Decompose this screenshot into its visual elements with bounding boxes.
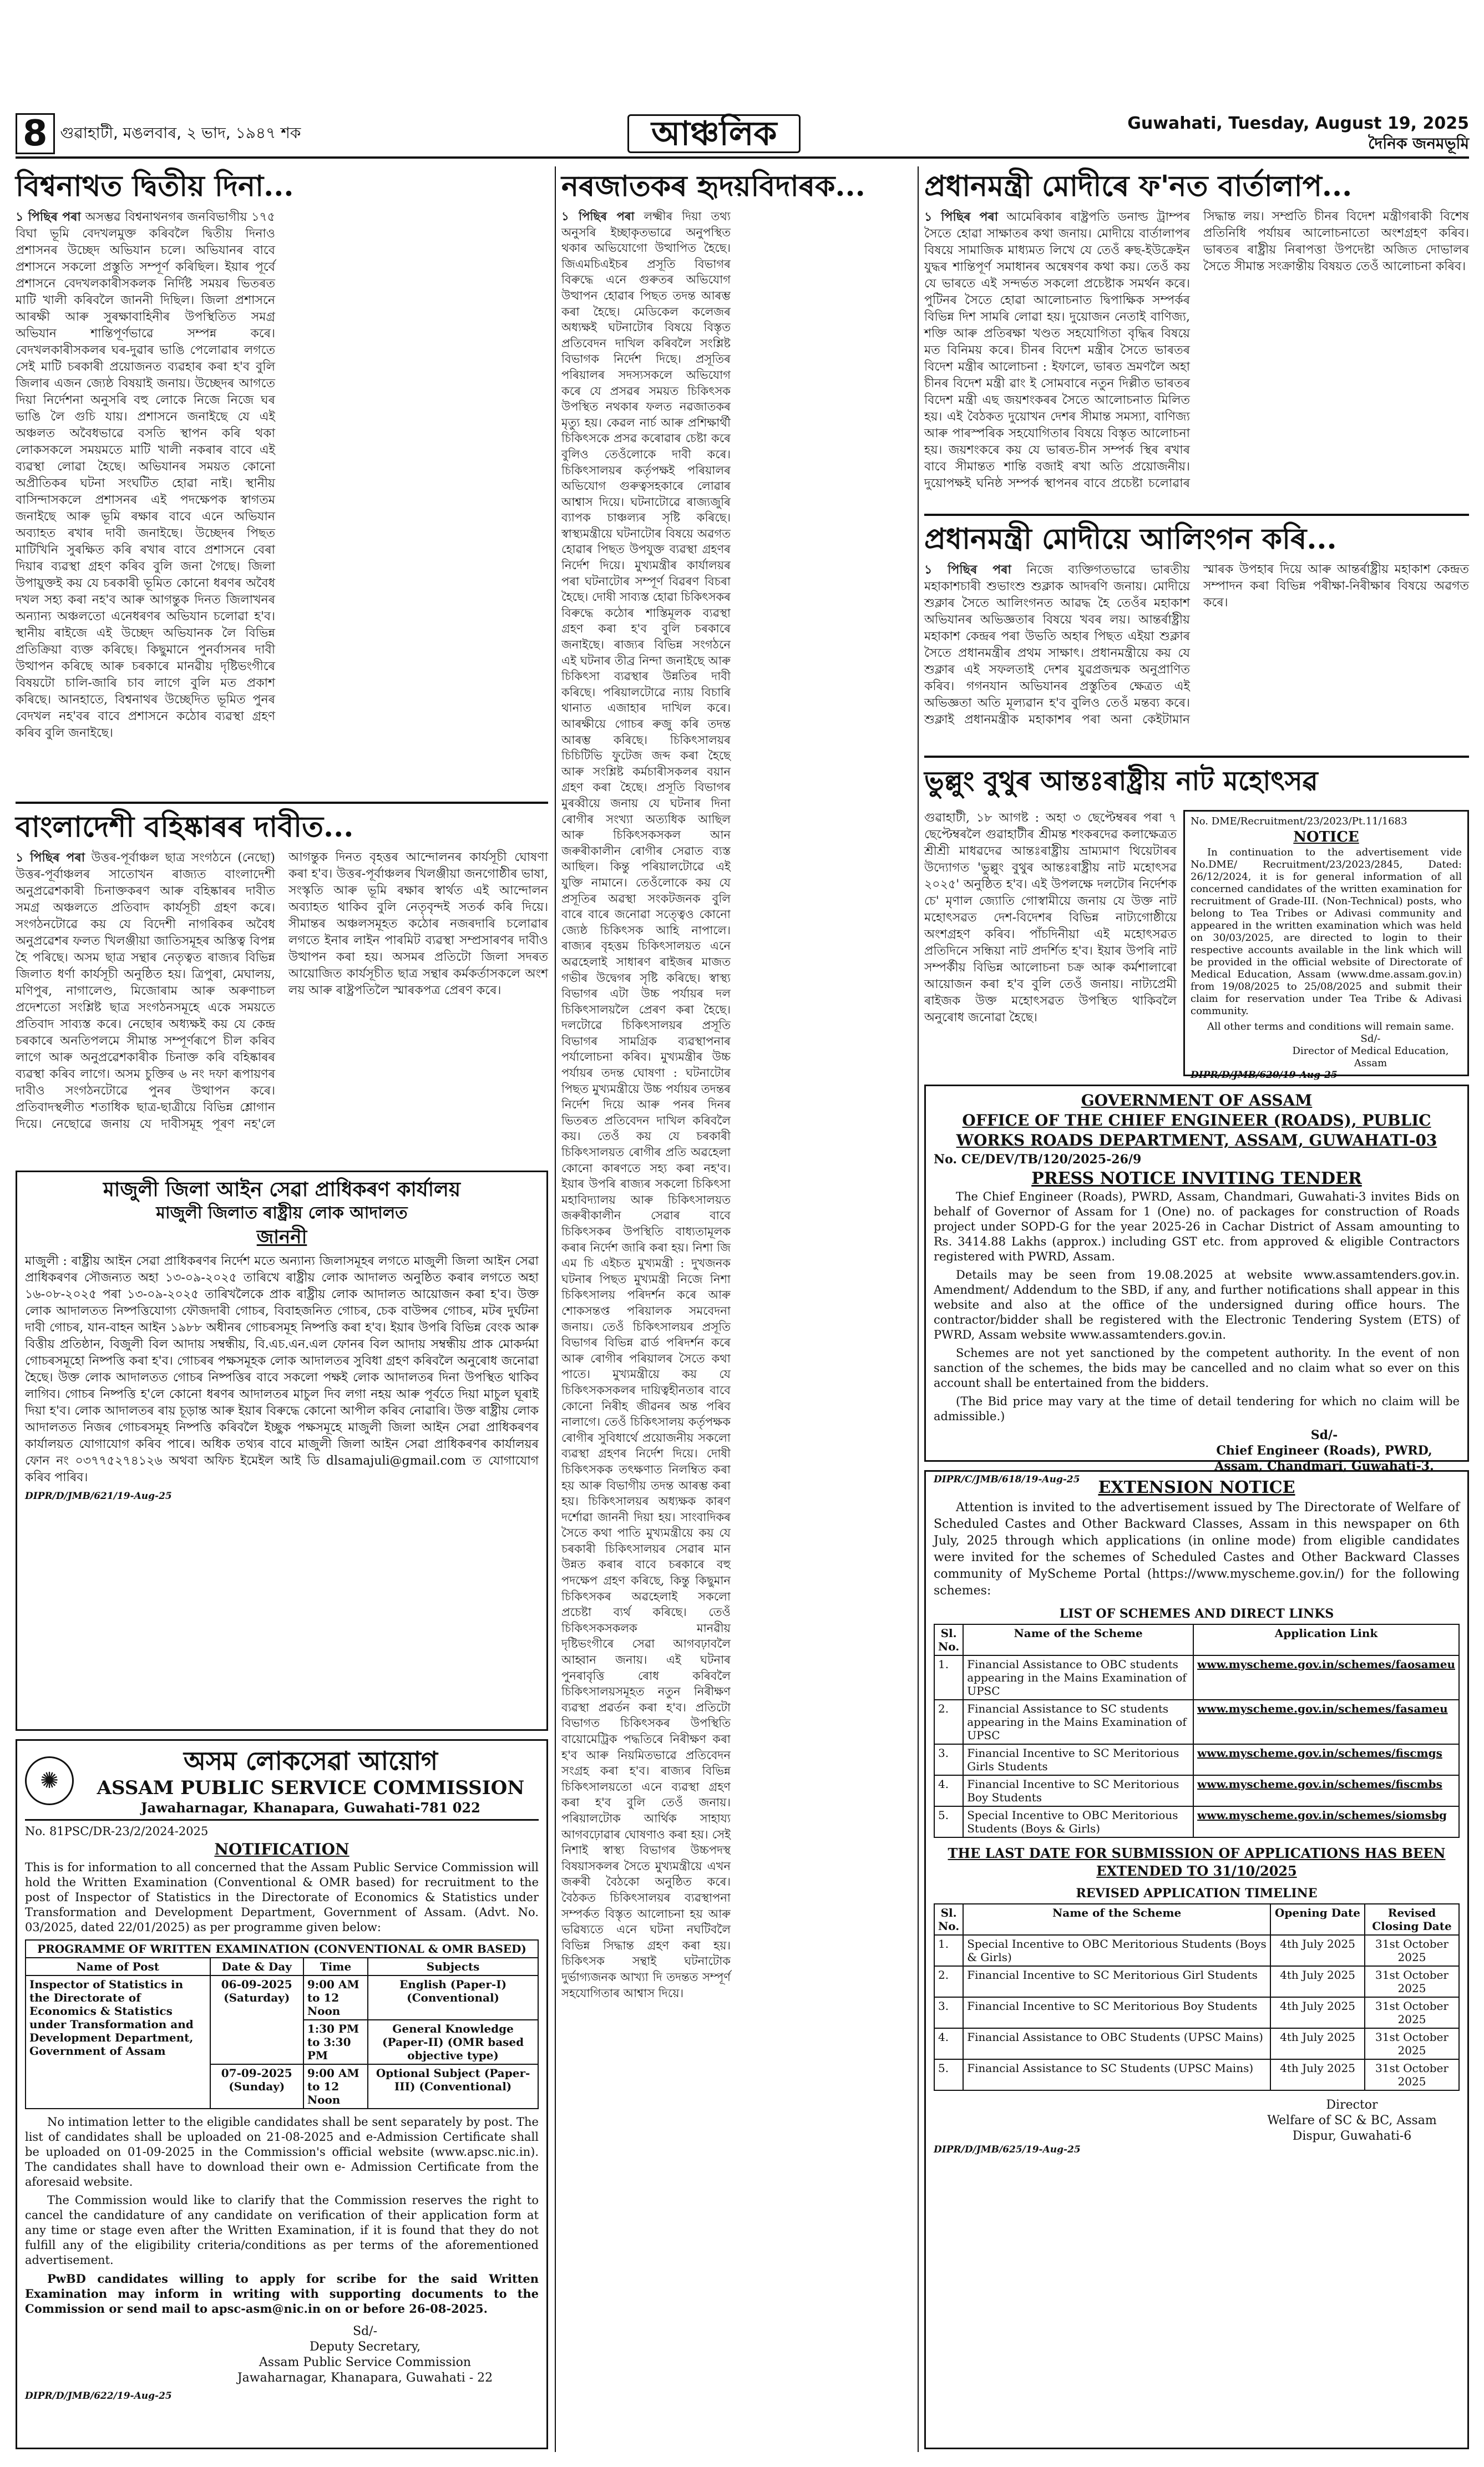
ext-timeline-title: REVISED APPLICATION TIMELINE: [1076, 1886, 1318, 1901]
article-headline: বিশ্বনাথত দ্বিতীয় দিনা...: [16, 169, 294, 203]
article-drama: [924, 810, 1177, 1076]
article-headline: প্ৰধানমন্ত্ৰী মোদীৰে ফ'নত বাৰ্তালাপ...: [924, 169, 1353, 203]
article-lead: ১ পিছিৰ পৰা: [561, 209, 635, 223]
tender-signature: [1189, 1427, 1460, 1474]
pwrd-tender: [924, 1085, 1469, 1485]
scheme-name: Financial Assistance to OBC students appearing in the Mains Examination of UPSC: [963, 1655, 1193, 1700]
section-title: আঞ্চলিক: [627, 114, 801, 153]
table-row: [934, 1935, 1459, 1966]
article-body: [561, 209, 911, 2433]
apsc-intro: This is for information to all concerned that the Assam Public Service Commission will hold the Written Examination (Conventional & OMR based) for recruitment to the post of Inspector of Statistics in the Directorate of Economics & Statistics under Transformation and Development Department, Government of Assam. (Advt. No. 03/2025, dated 22/01/2025) as per programme given below:: [25, 1861, 539, 1934]
dipr-code: DIPR/D/JMB/625/19-Aug-25: [934, 2144, 1081, 2155]
notice-text: মাজুলী : ৰাষ্ট্ৰীয় আইন সেৱা প্ৰাধিকৰণৰ নিৰ্দেশ মতে অন্যান্য জিলাসমূহৰ লগতে মাজুলী জিলা আইন সেৱা প্ৰাধিকৰণৰ সৌজন্যত অহা ১৩-০৯-২০২৫ তাৰিখে ৰাষ্ট্ৰীয় লোক আদালত অনুষ্ঠিত কৰাৰ লগতে অহা ১৬-০৮-২০২৫ পৰা ১৩-০৯-২০২৫ তাৰিখলৈকে প্ৰাক ৰাষ্ট্ৰীয় লোক আদালত আয়োজন কৰা হ'ব। উক্ত লোক আদালতত নিষ্পত্তিযোগ্য ফৌজদাৰী গোচৰ, বিবাহজনিত গোচৰ, চেক বাউন্সৰ গোচৰ, মটৰ দুৰ্ঘটনা দাবী গোচৰ, যান-বাহন আইন ১৯৮৮ অধীনৰ গোচৰসমূহ নিষ্পত্তি কৰা হ'ব। ইয়াৰ উপৰি বিভিন্ন বেংক আৰু বিত্তীয় প্ৰতিষ্ঠান, বিজুলী বিল আদায় সম্বন্ধীয়, বি.এচ.এন.এল ফোনৰ বিল আদায় সম্বন্ধীয় প্ৰাক মোকৰ্দমা গোচৰসমূহো নিষ্পত্তি কৰা হ'ব। গোচৰৰ পক্ষসমূহক লোক আদালতৰ সুবিধা গ্ৰহণ কৰিবলৈ অনুৰোধ জনোৱা হৈছে। উক্ত লোক আদালতত গোচৰ নিষ্পত্তিৰ বাবে সকলো পক্ষই লোক আদালতৰ দিনা উপস্থিত থাকিব লাগিব। গোচৰ নিষ্পত্তি হ'লে কোনো ধৰণৰ আদালতৰ মাচুল দিব লগা নহয় আৰু পূৰ্বতে দিয়া মাচুল ঘূৰাই দিয়া হ'ব। লোক আদালতৰ ৰায় চূড়ান্ত আৰু ইয়াৰ বিৰুদ্ধে কোনো আপীল কৰিব নোৱাৰি। উক্ত ৰাষ্ট্ৰীয় লোক আদালতত নিজৰ গোচৰসমূহ নিষ্পত্তি কৰিবলৈ ইচ্ছুক পক্ষসমূহে মাজুলী জিলা আইন সেৱা প্ৰাধিকৰণৰ কাৰ্যালয়ত যোগাযোগ কৰিব পাৰে। অধিক তথ্যৰ বাবে মাজুলী জিলা আইন সেৱা প্ৰাধিকৰণৰ কাৰ্যালয়ৰ ফোন নং ০৩৭৭৫২৭৪১২৬ অথবা অফিচ ইমেইল আই ডি dlsamajuli@gmail.com ত যোগাযোগ কৰিব পাৰিব।: [25, 1254, 539, 1485]
exam-subject: General Knowledge (Paper-II) (OMR based objective type): [368, 2020, 538, 2064]
tender-para: The Chief Engineer (Roads), PWRD, Assam, Chandmari, Guwahati-3 invites Bids on behalf of Governor of Assam for 1 (One) no. of packages for construction of Roads project under SOPD-G for the year 2025-26 in Cachar District of Assam amounting to Rs. 3414.88 Lakhs (approx.) including GST etc. from approved & eligible Contractors registered with PWRD, Assam.: [934, 1190, 1460, 1263]
table-row: [934, 2028, 1459, 2059]
sig-line: Director of Medical Education,: [1292, 1045, 1449, 1057]
sig-line: Sd/-: [1360, 1033, 1381, 1045]
article-modi-hug: [924, 519, 1469, 752]
divider: [924, 514, 1469, 516]
apsc-para: PwBD candidates willing to apply for scribe for the said Written Examination may inform in writing with supporting documents to the Commission or send mail to apsc-asm@nic.in on or before 26-08-2025.: [25, 2272, 539, 2316]
notice-text: All other terms and conditions will remain same.: [1207, 1021, 1455, 1032]
closing-date: 31st October 2025: [1365, 2059, 1459, 2090]
scheme-name: Financial Incentive to SC Meritorious Boy Students: [963, 1997, 1270, 2028]
assam-emblem-icon: ✺: [25, 1756, 74, 1805]
article-text: অসম্ভৱ বিশ্বনাথনগৰ জনবিভাগীয় ১৭৫ বিঘা ভূমি বেদখলমুক্ত কৰিবলৈ দ্বিতীয় দিনাও প্ৰশাসনৰ উচ্ছেদ অভিযান চলে। অভিযানৰ বাবে প্ৰশাসনে সকলো প্ৰস্তুতি সম্পূৰ্ণ কৰিছিল। ইয়াৰ পূৰ্বে প্ৰশাসনে বেদখলকাৰীসকলক নিৰ্দিষ্ট সময়ৰ ভিতৰত মাটি খালী কৰিবলৈ জাননী দিছিল। জিলা প্ৰশাসনে আৰক্ষী আৰু সুৰক্ষাবাহিনীৰ উপস্থিতিত সমগ্ৰ অভিযান শান্তিপূৰ্ণভাৱে সম্পন্ন কৰে। বেদখলকাৰীসকলৰ ঘৰ-দুৱাৰ ভাঙি পেলোৱাৰ লগতে সেই মাটি চৰকাৰী প্ৰয়োজনত ব্যৱহাৰ কৰা হ'ব বুলি জিলাৰ এজন জ্যেষ্ঠ বিষয়াই জনায়। উচ্ছেদৰ আগতে দিয়া নিৰ্দেশনা অনুসৰি বহু লোকে নিজে নিজে ঘৰ ভাঙি লৈ গুচি যায়। প্ৰশাসনে জনাইছে যে এই অঞ্চলত অবৈধভাৱে বসতি স্থাপন কৰি থকা লোকসকলে সময়মতে মাটি খালী নকৰাৰ বাবে এই ব্যৱস্থা লোৱা হৈছে। অভিযানৰ সময়ত কোনো অপ্ৰীতিকৰ ঘটনা সংঘটিত হোৱা নাই। স্থানীয় বাসিন্দাসকলে প্ৰশাসনৰ এই পদক্ষেপক স্বাগতম জনাইছে আৰু ভূমি ৰক্ষাৰ বাবে এনে অভিযান অব্যাহত ৰখাৰ দাবী জনাইছে। উচ্ছেদৰ পিছত মাটিখিনি সুৰক্ষিত কৰি ৰখাৰ বাবে প্ৰশাসনে বেৰা দিয়াৰ ব্যৱস্থা গ্ৰহণ কৰিব বুলি জনা গৈছে। জিলা উপায়ুক্তই কয় যে চৰকাৰী ভূমিত কোনো ধৰণৰ অবৈধ দখল সহ্য কৰা নহ'ব আৰু আগন্তুক দিনত জিলাখনৰ অন্যান্য অঞ্চলতো এনেধৰণৰ অভিযান চলোৱা হ'ব। স্থানীয় ৰাইজে এই উচ্ছেদ অভিযানক লৈ বিভিন্ন প্ৰতিক্ৰিয়া ব্যক্ত কৰিছে। কিছুমানে পুনৰ্বাসনৰ দাবী উত্থাপন কৰিছে আৰু চৰকাৰে মানৱীয় দৃষ্টিভংগীৰে বিষয়টো চালি-জাৰি চাব লাগে বুলি মত প্ৰকাশ কৰিছে। আনহাতে, বিশ্বনাথৰ উচ্ছেদিত ভূমিত পুনৰ বেদখল নহ'বৰ বাবে প্ৰশাসনে কঠোৰ ব্যৱস্থা গ্ৰহণ কৰিব বুলি জনাইছে।: [16, 210, 276, 740]
opening-date: 4th July 2025: [1270, 1997, 1365, 2028]
sl-cell: 1.: [934, 1935, 963, 1966]
sig-line: Deputy Secretary,: [309, 2340, 421, 2354]
table-row: [934, 1997, 1459, 2028]
exam-date: 06-09-2025 (Saturday): [210, 1975, 303, 2064]
masthead-left: [16, 113, 301, 154]
majuli-legal-notice: [16, 1171, 548, 1731]
sl-cell: 4.: [934, 1775, 963, 1806]
table-header: Application Link: [1193, 1624, 1459, 1655]
closing-date: 31st October 2025: [1365, 1966, 1459, 1997]
article-headline: প্ৰধানমন্ত্ৰী মোদীয়ে আলিংগন কৰি...: [924, 522, 1337, 556]
article-body: [16, 209, 548, 786]
tender-para: Details may be seen from 19.08.2025 at website www.assamtenders.gov.in. Amendment/ Addendum to the SBD, if any, and further notifications shall appear in this website and also at the office of the undersigned during office hours. The contractor/bidder shall be registered with the Electronic Tendering System (ETS) of PWRD, Assam website www.assamtenders.gov.in.: [934, 1268, 1460, 1341]
tender-para: (The Bid price may vary at the time of detail tendering for which no claim will be admissible.): [934, 1395, 1460, 1423]
scheme-name: Financial Incentive to SC Meritorious Girls Students: [963, 1744, 1193, 1775]
apsc-name-assamese: অসম লোকসেৱা আয়োগ: [183, 1746, 438, 1776]
ext-intro: Attention is invited to the advertisement issued by The Directorate of Welfare of Scheduled Castes and Other Backward Classes, Assam in this newspaper on 6th July, 2025 through which applications (in online mode) from eligible candidates were invited for the schemes of Scheduled Castes and Other Backward Classes community of MyScheme Portal (https://www.myscheme.gov.in/) for the following schemes:: [934, 1501, 1460, 1598]
column-rule: [918, 166, 919, 2452]
scheme-name: Financial Assistance to OBC Students (UPSC Mains): [963, 2028, 1270, 2059]
exam-table: [25, 1939, 539, 2109]
extension-notice: [924, 1470, 1469, 2449]
page-number: 8: [16, 113, 55, 154]
opening-date: 4th July 2025: [1270, 1935, 1365, 1966]
date-english: Guwahati, Tuesday, August 19, 2025: [1127, 114, 1469, 133]
sl-cell: 4.: [934, 2028, 963, 2059]
apsc-name-block: [83, 1745, 539, 1816]
sig-line: Chief Engineer (Roads), PWRD,: [1216, 1443, 1432, 1458]
opening-date: 4th July 2025: [1270, 2028, 1365, 2059]
dipr-code: DIPR/D/JMB/622/19-Aug-25: [25, 2390, 172, 2402]
scheme-name: Financial Incentive to SC Meritorious Boy Students: [963, 1775, 1193, 1806]
sig-line: Assam Public Service Commission: [259, 2355, 472, 2369]
sig-line: Assam, Chandmari, Guwahati-3.: [1214, 1459, 1434, 1473]
ext-signature: [1244, 2098, 1460, 2144]
apsc-address: Jawaharnagar, Khanapara, Guwahati-781 022: [141, 1800, 480, 1816]
closing-date: 31st October 2025: [1365, 1997, 1459, 2028]
article-lead: ১ পিছিৰ পৰা: [16, 850, 85, 865]
table-header: Sl. No.: [934, 1904, 963, 1935]
article-lead: ১ পিছিৰ পৰা: [924, 210, 999, 224]
ext-list-title: LIST OF SCHEMES AND DIRECT LINKS: [1059, 1607, 1334, 1621]
apsc-heading: NOTIFICATION: [214, 1840, 350, 1858]
apsc-para: The Commission would like to clarify that the Commission reserves the right to cancel the candidature of any candidate on verification of their application form at any time or stage even after the Written Examination, if it is found that they do not fulfill any of the eligibility criteria/conditions as per terms of the aforementioned advertisement.: [25, 2194, 539, 2267]
notice-text: In continuation to the advertisement vide No.DME/ Recruitment/23/2023/2845, Dated: 26/12/2024, it is for general information of all concerned candidates of the written examination for recruitment of Grade-III. (Non-Technical) posts, who belong to Tea Tribes or Adivasi community and appeared in the written examination which was held on 30/03/2025, are directed to login to their respective accounts available in the link which will be provided in the official website of Directorate of Medical Education, Assam (www.dme.assam.gov.in) from 19/08/2025 to 25/08/2025 and submit their claim for reservation under Tea Tribe & Adivasi community.: [1191, 847, 1462, 1017]
table-row: [934, 1655, 1459, 1700]
article-headline: বাংলাদেশী বহিষ্কাৰৰ দাবীত...: [16, 810, 354, 844]
closing-date: 31st October 2025: [1365, 1935, 1459, 1966]
timeline-table: [934, 1903, 1460, 2091]
article-body: [16, 849, 548, 1149]
notice-ref: No. DME/Recruitment/23/2023/Pt.11/1683: [1191, 815, 1407, 827]
table-header: Date & Day: [210, 1958, 303, 1975]
table-row: [934, 1744, 1459, 1775]
scheme-name: Financial Assistance to SC Students (UPSC Mains): [963, 2059, 1270, 2090]
sig-line: Assam: [1354, 1057, 1387, 1069]
table-row: [934, 1700, 1459, 1744]
sig-line: Director: [1326, 2098, 1378, 2112]
ext-heading: EXTENSION NOTICE: [1098, 1478, 1295, 1497]
dipr-code: DIPR/D/JMB/621/19-Aug-25: [25, 1491, 172, 1502]
table-header: Name of Post: [26, 1958, 210, 1975]
ext-extended: THE LAST DATE FOR SUBMISSION OF APPLICATIONS HAS BEEN EXTENDED TO 31/10/2025: [948, 1845, 1446, 1879]
article-text: নিজে ব্যক্তিগতভাৱে ভাৰতীয় মহাকাশচাৰী শুভাংশু শুক্লাক আদৰণি জনায়। মোদীয়ে শুক্লাৰ সৈতে আলিংগনত আৱদ্ধ হৈ তেওঁৰ মহাকাশ অভিযানৰ অভিজ্ঞতাৰ বিষয়ে খবৰ লয়। আন্তৰ্ৰাষ্ট্ৰীয় মহাকাশ কেন্দ্ৰৰ পৰা উভতি অহাৰ পিছত এইয়া শুক্লাৰ সৈতে প্ৰধানমন্ত্ৰীৰ প্ৰথম সাক্ষাৎ। প্ৰধানমন্ত্ৰীয়ে কয় যে শুক্লাৰ এই সফলতাই দেশৰ যুৱপ্ৰজন্মক অনুপ্ৰাণিত কৰিব। গগনযান অভিযানৰ প্ৰস্তুতিৰ ক্ষেত্ৰত এই অভিজ্ঞতা অতি মূল্যৱান হ'ব বুলিও তেওঁ মন্তব্য কৰে। শুক্লাই প্ৰধানমন্ত্ৰীক মহাকাশৰ পৰা অনা কেইটামান স্মাৰক উপহাৰ দিয়ে আৰু আন্তৰ্ৰাষ্ট্ৰীয় মহাকাশ কেন্দ্ৰত সম্পাদন কৰা বিভিন্ন পৰীক্ষা-নিৰীক্ষাৰ বিষয়ে অৱগত কৰে।: [924, 563, 1469, 727]
table-header: Sl. No.: [934, 1624, 963, 1655]
table-header: Opening Date: [1270, 1904, 1365, 1935]
article-text: আমেৰিকাৰ ৰাষ্ট্ৰপতি ডনাল্ড ট্ৰাম্পৰ সৈতে হোৱা সাক্ষাতৰ কথা জনায়। মোদীয়ে বাৰ্তালাপৰ বিষয়ে সামাজিক মাধ্যমত লিখে যে তেওঁ ৰুছ-ইউক্ৰেইন যুদ্ধৰ শান্তিপূৰ্ণ সমাধানৰ অন্বেষণৰ কথা কয়। তেওঁ কয় যে ভাৰতে এই সন্দৰ্ভত সকলো প্ৰচেষ্টাক সমৰ্থন কৰে। পুটিনৰ সৈতে হোৱা আলোচনাত দ্বিপাক্ষিক সম্পৰ্কৰ বিভিন্ন দিশ সামৰি লোৱা হয়। দুয়োজন নেতাই বাণিজ্য, শক্তি আৰু প্ৰতিৰক্ষা খণ্ডত সহযোগিতা বৃদ্ধিৰ বিষয়ে মত বিনিময় কৰে। চীনৰ বিদেশ মন্ত্ৰীৰ সৈতে ভাৰতৰ বিদেশ মন্ত্ৰীৰ আলোচনা : ইফালে, ভাৰত ভ্ৰমণলৈ অহা চীনৰ বিদেশ মন্ত্ৰী ৱাং ই সোমবাৰে নতুন দিল্লীত ভাৰতৰ বিদেশ মন্ত্ৰী এছ জয়শংকৰৰ সৈতে আলোচনাত মিলিত হয়। এই বৈঠকত দুয়োখন দেশৰ সীমান্ত সমস্যা, বাণিজ্য আৰু পাৰস্পৰিক সহযোগিতাৰ বিষয়ে বিস্তৃত আলোচনা হয়। জয়শংকৰে কয় যে ভাৰত-চীন সম্পৰ্ক স্থিৰ ৰখাৰ বাবে সীমান্তত শান্তি বজাই ৰখা অতি প্ৰয়োজনীয়। দুয়োপক্ষই ঘনিষ্ঠ সম্পৰ্ক স্থাপনৰ বাবে প্ৰচেষ্টা চলোৱাৰ সিদ্ধান্ত লয়। সম্প্ৰতি চীনৰ বিদেশ মন্ত্ৰীগৰাকী বিশেষ প্ৰতিনিধি পৰ্যায়ৰ আলোচনাতো অংশগ্ৰহণ কৰিব। ভাৰতৰ ৰাষ্ট্ৰীয় নিৰাপত্তা উপদেষ্টা অজিত দোভালৰ সৈতে সীমান্ত সংক্ৰান্তীয় বিষয়ত তেওঁ আলোচনা কৰিব।: [924, 210, 1469, 490]
exam-time: 9:00 AM to 12 Noon: [303, 2064, 368, 2109]
tender-ref: No. CE/DEV/TB/120/2025-26/9: [934, 1152, 1142, 1167]
table-row: [934, 2059, 1459, 2090]
sl-cell: 5.: [934, 1806, 963, 1837]
dipr-code: DIPR/D/JMB/620/19-Aug-25: [1191, 1070, 1338, 1081]
scheme-link[interactable]: www.myscheme.gov.in/schemes/faosameu: [1193, 1655, 1459, 1700]
exam-time: 1:30 PM to 3:30 PM: [303, 2020, 368, 2064]
divider: [16, 802, 548, 804]
schemes-table: [934, 1624, 1460, 1838]
table-row: [934, 1966, 1459, 1997]
apsc-ref: No. 81PSC/DR-23/2/2024-2025: [25, 1825, 209, 1838]
article-text: উত্তৰ-পূৰ্বাঞ্চল ছাত্ৰ সংগঠনে (নেছো) উত্তৰ-পূৰ্বাঞ্চলৰ সাতোখন ৰাজ্যত বাংলাদেশী অনুপ্ৰৱেশকাৰী চিনাক্তকৰণ আৰু বহিষ্কাৰৰ দাবীত সমগ্ৰ অঞ্চলতে প্ৰতিবাদ কাৰ্যসূচী গ্ৰহণ কৰে। সংগঠনটোৱে কয় যে বিদেশী নাগৰিকৰ অবৈধ অনুপ্ৰৱেশৰ ফলত খিলঞ্জীয়া জাতিসমূহৰ অস্তিত্ব বিপন্ন হৈ পৰিছে। অসম ছাত্ৰ সন্থাৰ নেতৃত্বত ৰাজ্যৰ বিভিন্ন জিলাত ধৰ্ণা কাৰ্যসূচী অনুষ্ঠিত হয়। ত্ৰিপুৰা, মেঘালয়, মণিপুৰ, নাগালেণ্ড, মিজোৰাম আৰু অৰুণাচল প্ৰদেশতো সংশ্লিষ্ট ছাত্ৰ সংগঠনসমূহে একে সময়তে প্ৰতিবাদ সাব্যস্ত কৰে। নেছোৰ অধ্যক্ষই কয় যে কেন্দ্ৰ চৰকাৰে অনতিপলমে সীমান্ত সম্পূৰ্ণৰূপে চীল কৰিব লাগে আৰু অনুপ্ৰৱেশকাৰীক চিনাক্ত কৰি বহিষ্কাৰৰ ব্যৱস্থা কৰিব লাগে। অসম চুক্তিৰ ৬ নং দফা ৰূপায়ণৰ দাবীও সংগঠনটোৱে পুনৰ উত্থাপন কৰে। প্ৰতিবাদস্থলীত শতাধিক ছাত্ৰ-ছাত্ৰীয়ে বিভিন্ন শ্লোগান দিয়ে। নেছোৱে জনায় যে দাবীসমূহ পূৰণ নহ'লে আগন্তুক দিনত বৃহত্তৰ আন্দোলনৰ কাৰ্যসূচী ঘোষণা কৰা হ'ব। উত্তৰ-পূৰ্বাঞ্চলৰ খিলঞ্জীয়া জনগোষ্ঠীৰ ভাষা, সংস্কৃতি আৰু ভূমি ৰক্ষাৰ স্বাৰ্থত এই আন্দোলন অব্যাহত থাকিব বুলি নেতৃবৃন্দই সতৰ্ক কৰি দিয়ে। সীমান্তৰ অঞ্চলসমূহত কঠোৰ নজৰদাৰি চলোৱাৰ লগতে ইনাৰ লাইন পাৰমিট ব্যৱস্থা সম্প্ৰসাৰণৰ দাবীও উত্থাপন কৰা হয়। অসমৰ প্ৰতিটো জিলা সদৰত আয়োজিত কাৰ্যসূচীত ছাত্ৰ সন্থাৰ কৰ্মকৰ্তাসকলে অংশ লয় আৰু ৰাষ্ট্ৰপতিলৈ স্মাৰকপত্ৰ প্ৰেৰণ কৰে।: [16, 850, 548, 1131]
exam-date: 07-09-2025 (Sunday): [210, 2064, 303, 2109]
table-row: [934, 1806, 1459, 1837]
table-header: Time: [303, 1958, 368, 1975]
dipr-code: DIPR/C/JMB/618/19-Aug-25: [934, 1474, 1080, 1485]
article-headline: ভুল্লুং বুথুৰ আন্তঃৰাষ্ট্ৰীয় নাট মহোৎসৱ: [924, 766, 1318, 797]
apsc-signature: [191, 2324, 539, 2386]
article-headline: নৰজাতকৰ হৃদয়বিদাৰক...: [561, 169, 865, 203]
exam-subject: English (Paper-I) (Conventional): [368, 1975, 538, 2020]
table-header: Name of the Scheme: [963, 1624, 1193, 1655]
table-header: Subjects: [368, 1958, 538, 1975]
scheme-name: Special Incentive to OBC Meritorious Students (Boys & Girls): [963, 1806, 1193, 1837]
scheme-link[interactable]: www.myscheme.gov.in/schemes/siomsbg: [1193, 1806, 1459, 1837]
tender-heading: PRESS NOTICE INVITING TENDER: [1031, 1169, 1362, 1188]
closing-date: 31st October 2025: [1365, 2028, 1459, 2059]
notice-heading: জাননী: [256, 1226, 307, 1248]
article-drama-headline: [924, 761, 1469, 806]
article-body: [924, 209, 1469, 497]
exam-subject: Optional Subject (Paper-III) (Conventional): [368, 2064, 538, 2109]
tender-line2: OFFICE OF THE CHIEF ENGINEER (ROADS), PUBLIC WORKS ROADS DEPARTMENT, ASSAM, GUWAHATI-03: [956, 1111, 1437, 1149]
exam-table-title: PROGRAMME OF WRITTEN EXAMINATION (CONVENTIONAL & OMR BASED): [26, 1940, 538, 1958]
sig-line: Sd/-: [1310, 1428, 1338, 1442]
sl-cell: 2.: [934, 1700, 963, 1744]
apsc-name: ASSAM PUBLIC SERVICE COMMISSION: [97, 1777, 525, 1799]
sl-cell: 3.: [934, 1744, 963, 1775]
article-bishwanath: [16, 166, 548, 799]
scheme-link[interactable]: www.myscheme.gov.in/schemes/fasameu: [1193, 1700, 1459, 1744]
article-lead: ১ পিছিৰ পৰা: [924, 563, 1011, 577]
table-row: [26, 1975, 538, 2020]
sl-cell: 5.: [934, 2059, 963, 2090]
opening-date: 4th July 2025: [1270, 2059, 1365, 2090]
article-bangladeshi: [16, 807, 548, 1162]
sig-line: Welfare of SC & BC, Assam: [1267, 2114, 1437, 2127]
post-name: Inspector of Statistics in the Directorate of Economics & Statistics under Transformation and Development Department, Government of Assam: [26, 1975, 210, 2109]
sl-cell: 2.: [934, 1966, 963, 1997]
notice-subtitle: মাজুলী জিলাত ৰাষ্ট্ৰীয় লোক আদালত: [156, 1203, 408, 1223]
sig-line: Dispur, Guwahati-6: [1292, 2129, 1412, 2143]
apsc-header: [25, 1745, 539, 1821]
masthead-rule: [16, 156, 1469, 159]
scheme-name: Special Incentive to OBC Meritorious Students (Boys & Girls): [963, 1935, 1270, 1966]
article-text: লক্ষ্মীৰ দিয়া তথ্য অনুসৰি ইচ্ছাকৃতভাৱে অনুপস্থিত থকাৰ অভিযোগো উত্থাপিত হৈছে। জিএমচিএইচৰ প্ৰসূতি বিভাগৰ বিৰুদ্ধে এনে গুৰুতৰ অভিযোগ উত্থাপন হোৱাৰ পিছত তদন্ত আৰম্ভ কৰা হৈছে। মেডিকেল কলেজৰ অধ্যক্ষই ঘটনাটোৰ বিষয়ে বিস্তৃত প্ৰতিবেদন দাখিল কৰিবলৈ সংশ্লিষ্ট বিভাগক নিৰ্দেশ দিছে। প্ৰসূতিৰ পৰিয়ালৰ সদস্যসকলে অভিযোগ কৰে যে প্ৰসৱৰ সময়ত চিকিৎসক উপস্থিত নথকাৰ ফলত নৱজাতকৰ মৃত্যু হয়। কেৱল নাৰ্চ আৰু প্ৰশিক্ষাৰ্থী চিকিৎসকে প্ৰসৱ কৰোৱাৰ চেষ্টা কৰে বুলিও তেওঁলোকে দাবী কৰে। চিকিৎসালয়ৰ কৰ্তৃপক্ষই পৰিয়ালৰ অভিযোগ গুৰুত্বসহকাৰে লোৱাৰ আশ্বাস দিয়ে। ঘটনাটোৱে ৰাজ্যজুৰি ব্যাপক চাঞ্চল্যৰ সৃষ্টি কৰিছে। স্বাস্থ্যমন্ত্ৰীয়ে ঘটনাটোৰ বিষয়ে অৱগত হোৱাৰ পিছত উপযুক্ত ব্যৱস্থা গ্ৰহণৰ নিৰ্দেশ দিয়ে। মুখ্যমন্ত্ৰীৰ কাৰ্যালয়ৰ পৰা ঘটনাটোৰ সম্পূৰ্ণ বিৱৰণ বিচৰা হৈছে। দোষী সাব্যস্ত হোৱা চিকিৎসকৰ বিৰুদ্ধে কঠোৰ শাস্তিমূলক ব্যৱস্থা গ্ৰহণ কৰা হ'ব বুলি চৰকাৰে জনাইছে। ৰাজ্যৰ বিভিন্ন সংগঠনে এই ঘটনাৰ তীব্ৰ নিন্দা জনাইছে আৰু চিকিৎসা ব্যৱস্থাৰ উন্নতিৰ দাবী কৰিছে। পৰিয়ালটোৱে ন্যায় বিচাৰি থানাত এজাহাৰ দাখিল কৰে। আৰক্ষীয়ে গোচৰ ৰুজু কৰি তদন্ত আৰম্ভ কৰিছে। চিকিৎসালয়ৰ চিচিটিভি ফুটেজ জব্দ কৰা হৈছে আৰু সংশ্লিষ্ট কৰ্মচাৰীসকলৰ বয়ান গ্ৰহণ কৰা হৈছে। প্ৰসূতি বিভাগৰ মুৰব্বীয়ে জনায় যে ঘটনাৰ দিনা ৰোগীৰ সংখ্যা অত্যধিক আছিল আৰু চিকিৎসকসকল আন জৰুৰীকালীন ৰোগীৰ সেৱাত ব্যস্ত আছিল। কিন্তু পৰিয়ালটোৱে এই যুক্তি নামানে। তেওঁলোকে কয় যে প্ৰসূতিৰ অৱস্থা সংকটজনক বুলি বাৰে বাৰে জনোৱা সত্ত্বেও কোনো জ্যেষ্ঠ চিকিৎসক আহি নাপালে। ৰাজ্যৰ বৃহত্তম চিকিৎসালয়ত এনে অৱহেলাই সাধাৰণ ৰাইজৰ মাজত গভীৰ উদ্বেগৰ সৃষ্টি কৰিছে। স্বাস্থ্য বিভাগৰ এটা উচ্চ পৰ্যায়ৰ দল চিকিৎসালয়লৈ প্ৰেৰণ কৰা হৈছে। দলটোৱে চিকিৎসালয়ৰ প্ৰসূতি বিভাগৰ সামগ্ৰিক ব্যৱস্থাপনাৰ পৰ্যালোচনা কৰিব। মুখ্যমন্ত্ৰীৰ উচ্চ পৰ্যায়ৰ তদন্ত ঘোষণা : ঘটনাটোৰ পিছত মুখ্যমন্ত্ৰীয়ে উচ্চ পৰ্যায়ৰ তদন্তৰ নিৰ্দেশ দিয়ে আৰু পনৰ দিনৰ ভিতৰত প্ৰতিবেদন দাখিল কৰিবলৈ কয়। তেওঁ কয় যে চৰকাৰী চিকিৎসালয়ত ৰোগীৰ প্ৰতি অৱহেলা কোনো কাৰণতে সহ্য কৰা নহ'ব। ইয়াৰ উপৰি ৰাজ্যৰ সকলো চিকিৎসা মহাবিদ্যালয় আৰু চিকিৎসালয়ত জৰুৰীকালীন সেৱাৰ বাবে চিকিৎসকৰ উপস্থিতি বাধ্যতামূলক কৰাৰ নিৰ্দেশ জাৰি কৰা হয়। নিশা জি এম চি এইচত মুখ্যমন্ত্ৰী : দুখজনক ঘটনাৰ পিছত মুখ্যমন্ত্ৰী নিজে নিশা চিকিৎসালয় পৰিদৰ্শন কৰে আৰু শোকসন্তপ্ত পৰিয়ালক সমবেদনা জনায়। তেওঁ চিকিৎসালয়ৰ প্ৰসূতি বিভাগৰ বিভিন্ন ৱাৰ্ড পৰিদৰ্শন কৰে আৰু ৰোগীৰ পৰিয়ালৰ সৈতে কথা পাতে। মুখ্যমন্ত্ৰীয়ে কয় যে চিকিৎসকসকলৰ দায়িত্বহীনতাৰ বাবে কোনো নিৰীহ জীৱনৰ অন্ত পৰিব নালাগে। তেওঁ চিকিৎসালয় কৰ্তৃপক্ষক ৰোগীৰ সুবিধাৰ্থে প্ৰয়োজনীয় সকলো ব্যৱস্থা গ্ৰহণৰ নিৰ্দেশ দিয়ে। দোষী চিকিৎসকক তৎক্ষণাত নিলম্বিত কৰা হয় আৰু বিভাগীয় তদন্ত আৰম্ভ কৰা হয়। চিকিৎসালয়ৰ অধ্যক্ষক কাৰণ দৰ্শোৱা জাননী দিয়া হয়। সাংবাদিকৰ সৈতে কথা পাতি মুখ্যমন্ত্ৰীয়ে কয় যে চৰকাৰী চিকিৎসালয়ৰ সেৱাৰ মান উন্নত কৰাৰ বাবে চৰকাৰে বহু পদক্ষেপ গ্ৰহণ কৰিছে, কিন্তু কিছুমান চিকিৎসকৰ অৱহেলাই সকলো প্ৰচেষ্টা ব্যৰ্থ কৰিছে। তেওঁ চিকিৎসকসকলক মানৱীয় দৃষ্টিভংগীৰে সেৱা আগবঢ়াবলৈ আহ্বান জনায়। এই ঘটনাৰ পুনৰাবৃত্তি ৰোধ কৰিবলৈ চিকিৎসালয়সমূহত নতুন নিৰীক্ষণ ব্যৱস্থা প্ৰৱৰ্তন কৰা হ'ব। প্ৰতিটো বিভাগত চিকিৎসকৰ উপস্থিতি বায়োমেট্ৰিক পদ্ধতিৰে নিৰীক্ষণ কৰা হ'ব আৰু নিয়মিতভাৱে প্ৰতিবেদন সংগ্ৰহ কৰা হ'ব। ৰাজ্যৰ বিভিন্ন চিকিৎসালয়তো এনে ব্যৱস্থা গ্ৰহণ কৰা হ'ব বুলি তেওঁ জনায়। পৰিয়ালটোক আৰ্থিক সাহায্য আগবঢ়োৱাৰ ঘোষণাও কৰা হয়। সেই নিশাই স্বাস্থ্য বিভাগৰ উচ্চপদস্থ বিষয়াসকলৰ সৈতে মুখ্যমন্ত্ৰীয়ে এখন জৰুৰী বৈঠকো অনুষ্ঠিত কৰে। বৈঠকত চিকিৎসালয়ৰ ব্যৱস্থাপনা সম্পৰ্কত বিস্তৃত আলোচনা হয় আৰু ভৱিষ্যতে এনে ঘটনা নঘটিবলৈ বিভিন্ন সিদ্ধান্ত গ্ৰহণ কৰা হয়। চিকিৎসক সন্থাই ঘটনাটোক দুৰ্ভাগ্যজনক আখ্যা দি তদন্তত সম্পূৰ্ণ সহযোগিতাৰ আশ্বাস দিয়ে।: [561, 210, 731, 2000]
masthead: [16, 114, 1469, 153]
table-header: Name of the Scheme: [963, 1904, 1270, 1935]
tender-para: Schemes are not yet sanctioned by the competent authority. In the event of non sanction of the schemes, the bids may be cancelled and no claim what so ever on this account shall be entertained from the bidders.: [934, 1346, 1460, 1390]
date-assamese: গুৱাহাটী, মঙলবাৰ, ২ ভাদ, ১৯৪৭ শক: [60, 123, 301, 142]
column-rule: [555, 166, 556, 2452]
masthead-right: [1127, 114, 1469, 154]
dme-notice: [1183, 810, 1469, 1081]
scheme-link[interactable]: www.myscheme.gov.in/schemes/fiscmbs: [1193, 1775, 1459, 1806]
paper-name: দৈনিক জনমভূমি: [1368, 134, 1469, 153]
exam-time: 9:00 AM to 12 Noon: [303, 1975, 368, 2020]
scheme-name: Financial Incentive to SC Meritorious Girl Students: [963, 1966, 1270, 1997]
notice-title: মাজুলী জিলা আইন সেৱা প্ৰাধিকৰণ কাৰ্যালয়: [103, 1178, 461, 1201]
sl-cell: 3.: [934, 1997, 963, 2028]
notice-heading: NOTICE: [1293, 829, 1359, 845]
notice-signature: [1279, 1033, 1462, 1070]
tender-line1: GOVERNMENT OF ASSAM: [1081, 1091, 1313, 1110]
sig-line: Jawaharnagar, Khanapara, Guwahati - 22: [237, 2371, 493, 2385]
article-text: গুৱাহাটী, ১৮ আগষ্ট : অহা ৩ ছেপ্টেম্বৰৰ পৰা ৭ ছেপ্টেম্বৰলৈ গুৱাহাটীৰ শ্ৰীমন্ত শংকৰদেৱ কলাক্ষেত্ৰত শ্ৰীশ্ৰী মাধৱদেৱ আন্তঃৰাষ্ট্ৰীয় ভ্ৰাম্যমাণ থিয়েটাৰৰ উদ্যোগত 'ভুল্লুং বুথুৰ আন্তঃৰাষ্ট্ৰীয় নাট মহোৎসৱ ২০২৫' অনুষ্ঠিত হ'ব। এই উপলক্ষে দলটোৰ নিৰ্দেশক চে' মৃণাল জ্যোতি গোস্বামীয়ে জনায় যে উক্ত নাট মহোৎসৱত দেশ-বিদেশৰ বিভিন্ন নাট্যগোষ্ঠীয়ে অংশগ্ৰহণ কৰিব। পাঁচদিনীয়া এই মহোৎসৱত প্ৰতিদিনে সন্ধিয়া নাট প্ৰদৰ্শিত হ'ব। ইয়াৰ উপৰি নাট সম্পৰ্কীয় বিভিন্ন আলোচনা চক্ৰ আৰু কৰ্মশালাৰো আয়োজন কৰা হ'ব বুলি তেওঁ জনায়। নাট্যপ্ৰেমী ৰাইজক উক্ত মহোৎসৱত উপস্থিত থাকিবলৈ অনুৰোধ জনোৱা হৈছে।: [924, 811, 1177, 1025]
table-row: [934, 1775, 1459, 1806]
article-lead: ১ পিছিৰ পৰা: [16, 210, 81, 224]
apsc-para: No intimation letter to the eligible candidates shall be sent separately by post. The list of candidates shall be uploaded on 21-08-2025 and e-Admission Certificate shall be uploaded on 01-09-2025 in the Commission's official website (www.apsc.nic.in). The candidates shall have to download their own e- Admission Certificate from the aforesaid website.: [25, 2115, 539, 2189]
scheme-link[interactable]: www.myscheme.gov.in/schemes/fiscmgs: [1193, 1744, 1459, 1775]
sig-line: Sd/-: [353, 2324, 377, 2338]
opening-date: 4th July 2025: [1270, 1966, 1365, 1997]
apsc-notification: [16, 1739, 548, 2449]
article-newborn: [561, 166, 911, 2452]
divider: [924, 756, 1469, 758]
article-modi-call: [924, 166, 1469, 510]
article-body: [924, 561, 1469, 739]
table-header: Revised Closing Date: [1365, 1904, 1459, 1935]
sl-cell: 1.: [934, 1655, 963, 1700]
scheme-name: Financial Assistance to SC students appearing in the Mains Examination of UPSC: [963, 1700, 1193, 1744]
